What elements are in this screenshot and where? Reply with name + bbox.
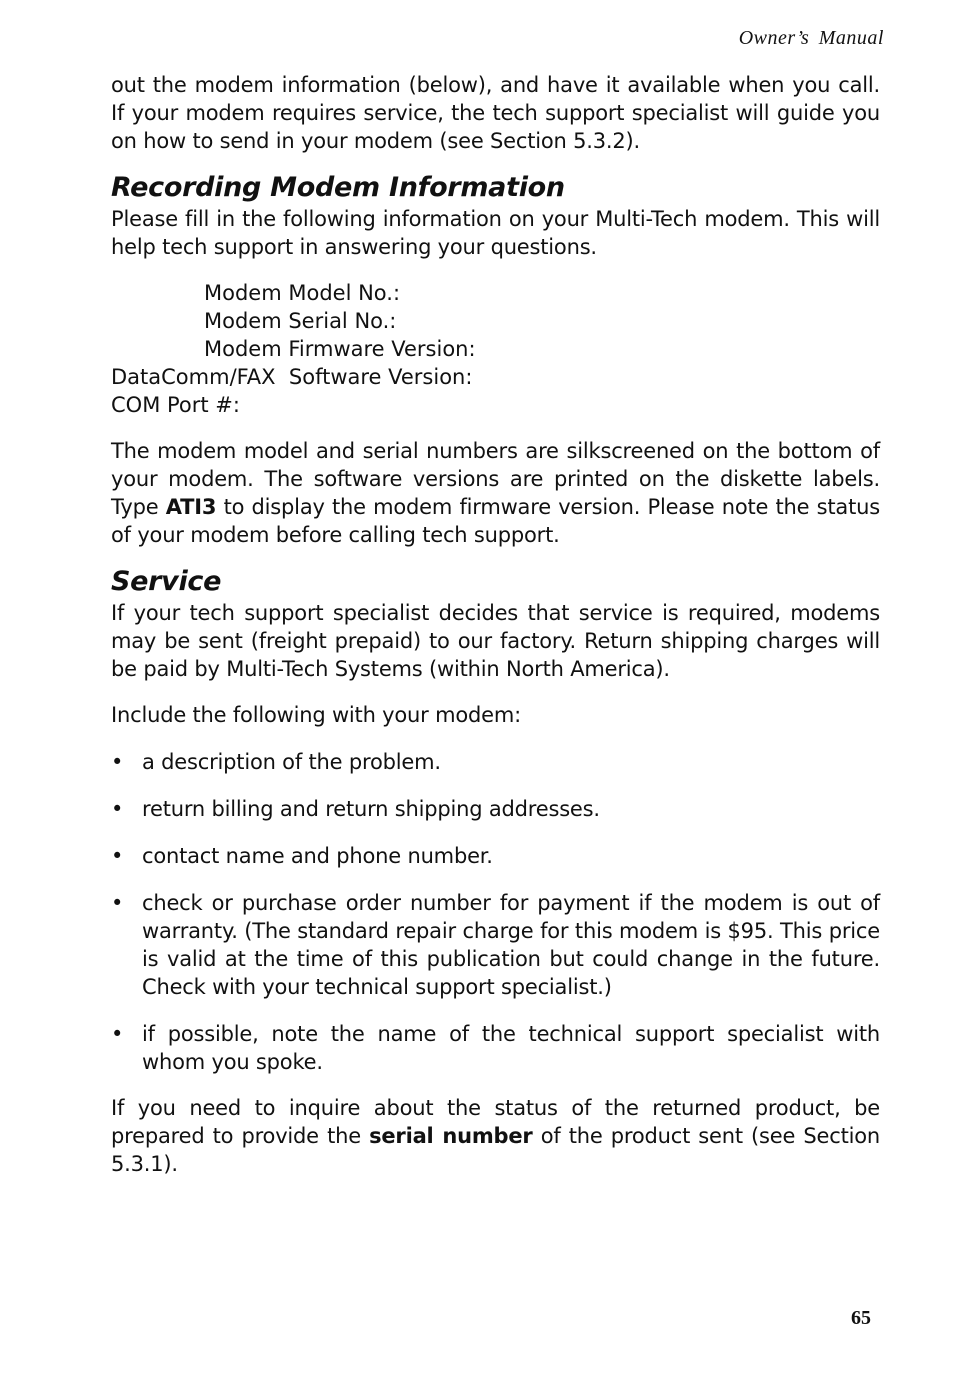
include-intro: Include the following with your modem: [111,703,521,727]
closing-text-end: of the product sent (see Section 5.3.1). [111,1124,881,1176]
running-header: Owner’s Manual [738,27,884,49]
ati3-command: ATI3 [165,495,217,519]
modem-info-fields [111,279,880,419]
field-serial-no: Modem Serial No.: [204,309,397,333]
list-item: • if possible, note the name of the technical support specialist with whom you spoke. [111,1020,880,1076]
include-list [111,748,880,1076]
list-item: • contact name and phone number. [111,842,880,870]
list-item: • a description of the problem. [111,748,880,776]
closing-paragraph [111,1094,880,1178]
list-item: • check or purchase order number for payment if the modem is out of warranty. (The standard repair charge for this modem is $95. This price is valid at the time of this publication but could change in the future. Check with your technical support specialist.) [111,889,880,1001]
field-com-port: COM Port #: [111,393,240,417]
serial-note-text: The modem model and serial numbers are silkscreened on the bottom of your modem. The software versions are printed on the diskette labels. Type [111,439,880,519]
intro-paragraph: out the modem information (below), and have it available when you call. If your modem requires service, the tech support specialist will guide you on how to send in your modem (see Section 5.3.2). [111,73,880,153]
serial-note-text-end: to display the modem firmware version. Please note the status of your modem before calling tech support. [111,495,880,547]
serial-note-paragraph [111,437,880,549]
page-content [111,71,880,1178]
service-heading: Service [111,566,222,597]
recording-paragraph: Please fill in the following information on your Multi-Tech modem. This will help tech support in answering your questions. [111,207,880,259]
closing-text: If you need to inquire about the status of the returned product, be prepared to provide the [111,1096,880,1148]
page-number: 65 [851,1307,871,1329]
serial-number-emphasis: serial number [369,1124,533,1148]
service-paragraph: If your tech support specialist decides that service is required, modems may be sent (freight prepaid) to our factory. Return shipping charges will be paid by Multi-Tech Systems (within North America). [111,601,880,681]
list-item: • return billing and return shipping addresses. [111,795,880,823]
field-firmware-version: Modem Firmware Version: [204,337,476,361]
recording-heading: Recording Modem Information [111,172,565,203]
field-model-no: Modem Model No.: [204,281,401,305]
field-software-version: DataComm/FAX Software Version: [111,365,473,389]
